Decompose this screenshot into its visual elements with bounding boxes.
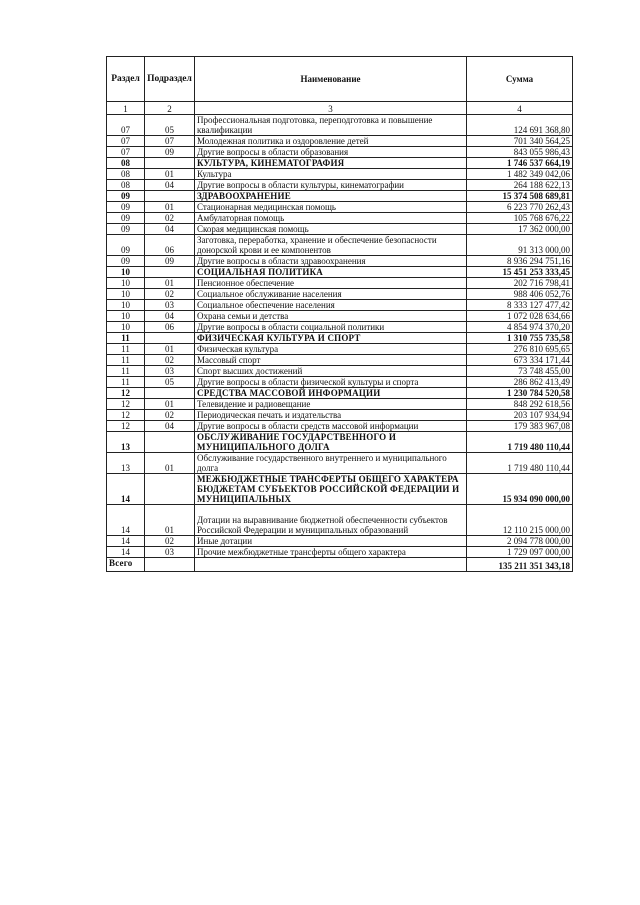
name-cell: Культура — [195, 169, 467, 180]
table-row — [107, 505, 573, 536]
razdel-cell: 14 — [107, 505, 145, 536]
podrazdel-cell — [145, 158, 195, 169]
column-number: 4 — [467, 102, 573, 115]
sum-cell: 286 862 413,49 — [467, 377, 573, 388]
name-cell: СРЕДСТВА МАССОВОЙ ИНФОРМАЦИИ — [195, 388, 467, 399]
table-row — [107, 311, 573, 322]
sum-cell: 6 223 770 262,43 — [467, 202, 573, 213]
razdel-cell: 09 — [107, 202, 145, 213]
name-cell: Охрана семьи и детства — [195, 311, 467, 322]
podrazdel-cell: 04 — [145, 421, 195, 432]
razdel-cell: 07 — [107, 115, 145, 136]
sum-cell: 4 854 974 370,20 — [467, 322, 573, 333]
name-cell: ОБСЛУЖИВАНИЕ ГОСУДАРСТВЕННОГО И МУНИЦИПАЛЬНОГО ДОЛГА — [195, 432, 467, 453]
podrazdel-cell: 03 — [145, 366, 195, 377]
sum-cell: 701 340 564,25 — [467, 136, 573, 147]
sum-cell: 105 768 676,22 — [467, 213, 573, 224]
name-cell: Другие вопросы в области культуры, кинематографии — [195, 180, 467, 191]
razdel-cell: 14 — [107, 474, 145, 505]
sum-cell: 1 482 349 042,06 — [467, 169, 573, 180]
razdel-cell: 09 — [107, 224, 145, 235]
sum-cell: 1 719 480 110,44 — [467, 432, 573, 453]
table-row — [107, 115, 573, 136]
podrazdel-cell: 01 — [145, 202, 195, 213]
podrazdel-cell: 09 — [145, 147, 195, 158]
sum-cell: 1 310 755 735,58 — [467, 333, 573, 344]
section-row — [107, 333, 573, 344]
razdel-cell: 09 — [107, 235, 145, 256]
razdel-cell: 10 — [107, 322, 145, 333]
table-body — [107, 115, 573, 558]
podrazdel-cell — [145, 474, 195, 505]
podrazdel-cell: 09 — [145, 256, 195, 267]
podrazdel-cell — [145, 191, 195, 202]
sum-cell: 15 374 508 689,81 — [467, 191, 573, 202]
podrazdel-cell: 01 — [145, 344, 195, 355]
podrazdel-cell: 02 — [145, 213, 195, 224]
table-row — [107, 169, 573, 180]
name-cell: Другие вопросы в области образования — [195, 147, 467, 158]
sum-cell: 1 719 480 110,44 — [467, 453, 573, 474]
name-cell: Другие вопросы в области здравоохранения — [195, 256, 467, 267]
razdel-cell: 07 — [107, 147, 145, 158]
razdel-cell: 07 — [107, 136, 145, 147]
razdel-cell: 09 — [107, 256, 145, 267]
name-cell: Молодежная политика и оздоровление детей — [195, 136, 467, 147]
podrazdel-cell — [145, 267, 195, 278]
table-row — [107, 399, 573, 410]
name-cell: Заготовка, переработка, хранение и обеспечение безопасности донорской крови и ее компонентов — [195, 235, 467, 256]
budget-table — [106, 56, 573, 572]
column-number: 1 — [107, 102, 145, 115]
podrazdel-cell: 01 — [145, 278, 195, 289]
sum-cell: 8 333 127 477,42 — [467, 300, 573, 311]
section-row — [107, 191, 573, 202]
header-name: Наименование — [195, 57, 467, 102]
sum-cell: 15 451 253 333,45 — [467, 267, 573, 278]
podrazdel-cell: 04 — [145, 224, 195, 235]
razdel-cell: 10 — [107, 300, 145, 311]
sum-cell: 1 746 537 664,19 — [467, 158, 573, 169]
table-row — [107, 377, 573, 388]
podrazdel-cell: 07 — [145, 136, 195, 147]
podrazdel-cell: 02 — [145, 536, 195, 547]
name-cell: Обслуживание государственного внутреннего и муниципального долга — [195, 453, 467, 474]
podrazdel-cell: 01 — [145, 505, 195, 536]
sum-cell: 264 188 622,13 — [467, 180, 573, 191]
header-sum: Сумма — [467, 57, 573, 102]
razdel-cell: 12 — [107, 399, 145, 410]
razdel-cell: 10 — [107, 278, 145, 289]
header-razdel: Раздел — [107, 57, 145, 102]
podrazdel-cell: 01 — [145, 169, 195, 180]
podrazdel-cell: 06 — [145, 322, 195, 333]
razdel-cell: 10 — [107, 289, 145, 300]
name-cell: Социальное обеспечение населения — [195, 300, 467, 311]
sum-cell: 848 292 618,56 — [467, 399, 573, 410]
podrazdel-cell — [145, 333, 195, 344]
total-label: Всего — [107, 558, 145, 572]
podrazdel-cell: 06 — [145, 235, 195, 256]
sum-cell: 2 094 778 000,00 — [467, 536, 573, 547]
podrazdel-cell: 03 — [145, 547, 195, 558]
table-row — [107, 202, 573, 213]
sum-cell: 1 230 784 520,58 — [467, 388, 573, 399]
razdel-cell: 08 — [107, 158, 145, 169]
razdel-cell: 08 — [107, 169, 145, 180]
podrazdel-cell — [145, 388, 195, 399]
table-row — [107, 147, 573, 158]
razdel-cell: 08 — [107, 180, 145, 191]
table-row — [107, 256, 573, 267]
sum-cell: 276 810 695,65 — [467, 344, 573, 355]
podrazdel-cell: 02 — [145, 289, 195, 300]
razdel-cell: 12 — [107, 410, 145, 421]
podrazdel-cell: 01 — [145, 453, 195, 474]
table-row — [107, 355, 573, 366]
name-cell: СОЦИАЛЬНАЯ ПОЛИТИКА — [195, 267, 467, 278]
table-row — [107, 213, 573, 224]
name-cell: Стационарная медицинская помощь — [195, 202, 467, 213]
table-row — [107, 224, 573, 235]
table-row — [107, 410, 573, 421]
table-row — [107, 536, 573, 547]
table-row — [107, 344, 573, 355]
name-cell: Иные дотации — [195, 536, 467, 547]
sum-cell: 673 334 171,44 — [467, 355, 573, 366]
column-number-row — [107, 102, 573, 115]
razdel-cell: 12 — [107, 388, 145, 399]
sum-cell: 91 313 000,00 — [467, 235, 573, 256]
podrazdel-cell: 05 — [145, 115, 195, 136]
sum-cell: 17 362 000,00 — [467, 224, 573, 235]
sum-cell: 1 072 028 634,66 — [467, 311, 573, 322]
sum-cell: 12 110 215 000,00 — [467, 505, 573, 536]
name-cell: Пенсионное обеспечение — [195, 278, 467, 289]
razdel-cell: 13 — [107, 453, 145, 474]
sum-cell: 8 936 294 751,16 — [467, 256, 573, 267]
sum-cell: 988 406 052,76 — [467, 289, 573, 300]
column-number: 2 — [145, 102, 195, 115]
table-row — [107, 289, 573, 300]
table-row — [107, 300, 573, 311]
name-cell: Массовый спорт — [195, 355, 467, 366]
razdel-cell: 10 — [107, 267, 145, 278]
section-row — [107, 388, 573, 399]
razdel-cell: 13 — [107, 432, 145, 453]
podrazdel-cell: 04 — [145, 311, 195, 322]
table-row — [107, 136, 573, 147]
razdel-cell: 09 — [107, 213, 145, 224]
razdel-cell: 12 — [107, 421, 145, 432]
section-row — [107, 158, 573, 169]
header-podrazdel: Подраздел — [145, 57, 195, 102]
name-cell: Другие вопросы в области средств массовой информации — [195, 421, 467, 432]
table-row — [107, 366, 573, 377]
podrazdel-cell: 01 — [145, 399, 195, 410]
razdel-cell: 09 — [107, 191, 145, 202]
name-cell: КУЛЬТУРА, КИНЕМАТОГРАФИЯ — [195, 158, 467, 169]
razdel-cell: 14 — [107, 536, 145, 547]
section-row — [107, 267, 573, 278]
table-row — [107, 235, 573, 256]
sum-cell: 179 383 967,08 — [467, 421, 573, 432]
razdel-cell: 11 — [107, 366, 145, 377]
table-row — [107, 547, 573, 558]
table-row — [107, 421, 573, 432]
razdel-cell: 11 — [107, 377, 145, 388]
podrazdel-cell: 05 — [145, 377, 195, 388]
sum-cell: 1 729 097 000,00 — [467, 547, 573, 558]
name-cell: Другие вопросы в области социальной политики — [195, 322, 467, 333]
name-cell: Амбулаторная помощь — [195, 213, 467, 224]
name-cell: Социальное обслуживание населения — [195, 289, 467, 300]
table-row — [107, 453, 573, 474]
total-sum: 135 211 351 343,18 — [467, 558, 573, 572]
razdel-cell: 11 — [107, 333, 145, 344]
name-cell: Физическая культура — [195, 344, 467, 355]
name-cell: Прочие межбюджетные трансферты общего характера — [195, 547, 467, 558]
table-row — [107, 322, 573, 333]
total-row — [107, 558, 573, 572]
podrazdel-cell: 02 — [145, 410, 195, 421]
razdel-cell: 14 — [107, 547, 145, 558]
podrazdel-cell: 02 — [145, 355, 195, 366]
section-row — [107, 474, 573, 505]
sum-cell: 203 107 934,94 — [467, 410, 573, 421]
name-cell: Дотации на выравнивание бюджетной обеспеченности субъектов Российской Федерации и муниципальных образований — [195, 505, 467, 536]
podrazdel-cell: 04 — [145, 180, 195, 191]
sum-cell: 15 934 090 000,00 — [467, 474, 573, 505]
name-cell: Периодическая печать и издательства — [195, 410, 467, 421]
sum-cell: 843 055 986,43 — [467, 147, 573, 158]
podrazdel-cell — [145, 432, 195, 453]
razdel-cell: 11 — [107, 344, 145, 355]
sum-cell: 124 691 368,80 — [467, 115, 573, 136]
razdel-cell: 11 — [107, 355, 145, 366]
name-cell: ЗДРАВООХРАНЕНИЕ — [195, 191, 467, 202]
section-row — [107, 432, 573, 453]
sum-cell: 202 716 798,41 — [467, 278, 573, 289]
name-cell: Другие вопросы в области физической культуры и спорта — [195, 377, 467, 388]
name-cell: Телевидение и радиовещание — [195, 399, 467, 410]
razdel-cell: 10 — [107, 311, 145, 322]
sum-cell: 73 748 455,00 — [467, 366, 573, 377]
total-empty-cell — [195, 558, 467, 572]
name-cell: Спорт высших достижений — [195, 366, 467, 377]
column-number: 3 — [195, 102, 467, 115]
header-row — [107, 57, 573, 102]
podrazdel-cell: 03 — [145, 300, 195, 311]
table-row — [107, 180, 573, 191]
name-cell: МЕЖБЮДЖЕТНЫЕ ТРАНСФЕРТЫ ОБЩЕГО ХАРАКТЕРА БЮДЖЕТАМ СУБЪЕКТОВ РОССИЙСКОЙ ФЕДЕРАЦИИ И МУНИЦИПАЛЬНЫХ — [195, 474, 467, 505]
name-cell: ФИЗИЧЕСКАЯ КУЛЬТУРА И СПОРТ — [195, 333, 467, 344]
total-empty-cell — [145, 558, 195, 572]
table-row — [107, 278, 573, 289]
name-cell: Скорая медицинская помощь — [195, 224, 467, 235]
name-cell: Профессиональная подготовка, переподготовка и повышение квалификации — [195, 115, 467, 136]
